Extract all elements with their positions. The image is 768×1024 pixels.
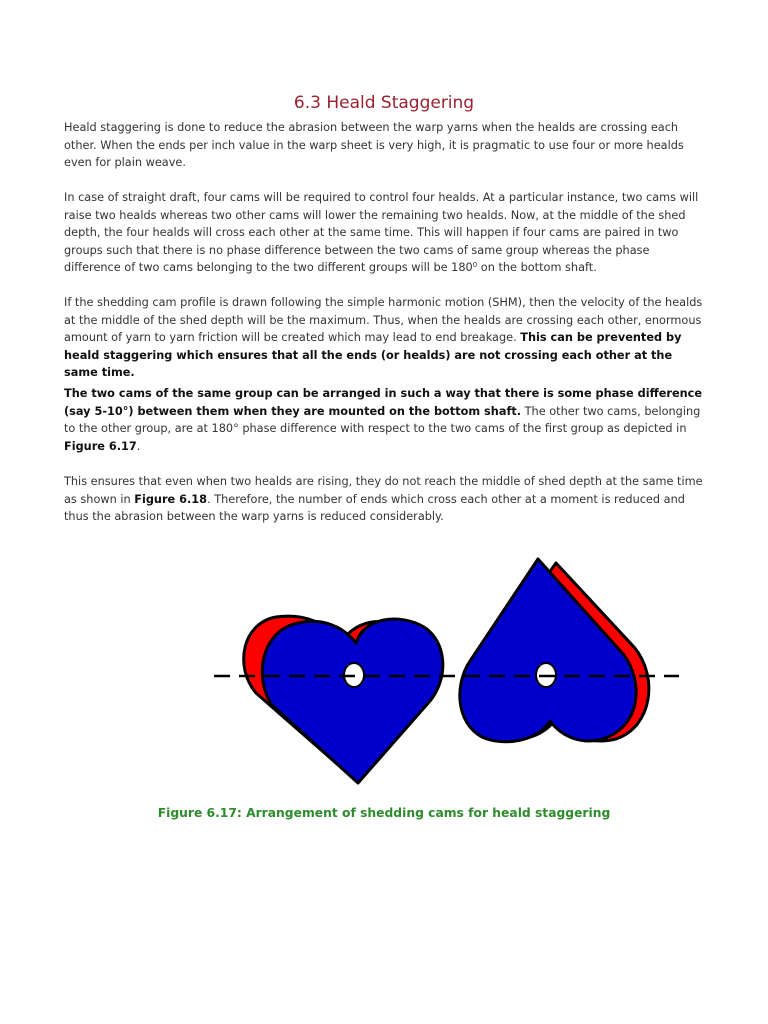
paragraph-cam-groups bbox=[64, 385, 708, 455]
paragraph-text: In case of straight draft, four cams will be required to control four healds. At a particular instance, two cams will raise two healds whereas two other cams will lower the remaining two healds. Now, at the middle of the shed depth, the four healds will cross each other at the same time. This will happen if four cams are paired in two groups such that there is no phase difference between the two cams of same group whereas the phase difference of two cams belonging to the two different groups will be 180 bbox=[64, 191, 699, 275]
paragraph-shm bbox=[64, 294, 708, 382]
paragraph-tail: on the bottom shaft. bbox=[477, 261, 597, 275]
right-cam-pair bbox=[460, 559, 649, 742]
degree-superscript: 0 bbox=[472, 261, 478, 270]
figure-ref-6-18: Figure 6.18 bbox=[134, 492, 208, 506]
paragraph-result bbox=[64, 473, 708, 526]
left-front-cam bbox=[262, 619, 443, 783]
paragraph-bold: This can be prevented by heald staggering which ensures that all the ends (or healds) are not crossing each other at the same time. bbox=[64, 331, 682, 380]
left-cam-pair bbox=[244, 616, 443, 783]
figure-ref-6-17: Figure 6.17 bbox=[64, 439, 137, 453]
paragraph-tail: . bbox=[136, 439, 141, 453]
paragraph-text: If the shedding cam profile is drawn following the simple harmonic motion (SHM), then the velocity of the healds at the middle of the shed depth will be the maximum. Thus, when the healds are crossing each other, enormous amount of yarn to yarn friction will be created which may lead to end breakage. bbox=[64, 296, 703, 345]
paragraph-tail: . Therefore, the number of ends which cross each other at a moment is reduced and thus the abrasion between the warp yarns is reduced considerably. bbox=[64, 492, 685, 524]
paragraph-straight-draft bbox=[64, 189, 708, 277]
paragraph-text: The other two cams, belonging to the other group, are at 180° phase difference with respect to the two cams of the first group as depicted in bbox=[64, 404, 701, 436]
right-front-cam bbox=[460, 559, 636, 742]
cam-figure bbox=[204, 555, 684, 795]
paragraph-intro: Heald staggering is done to reduce the abrasion between the warp yarns when the healds are crossing each other. When the ends per inch value in the warp sheet is very high, it is pragmatic to use four or more healds even for plain weave. bbox=[64, 121, 684, 170]
figure-caption: Figure 6.17: Arrangement of shedding cams for heald staggering bbox=[157, 806, 611, 820]
paragraph-bold: The two cams of the same group can be arranged in such a way that there is some phase difference (say 5-10°) between them when they are mounted on the bottom shaft. bbox=[64, 387, 703, 418]
paragraph-text: This ensures that even when two healds are rising, they do not reach the middle of shed depth at the same time as shown in bbox=[64, 475, 703, 506]
section-title: 6.3 Heald Staggering bbox=[293, 93, 475, 113]
